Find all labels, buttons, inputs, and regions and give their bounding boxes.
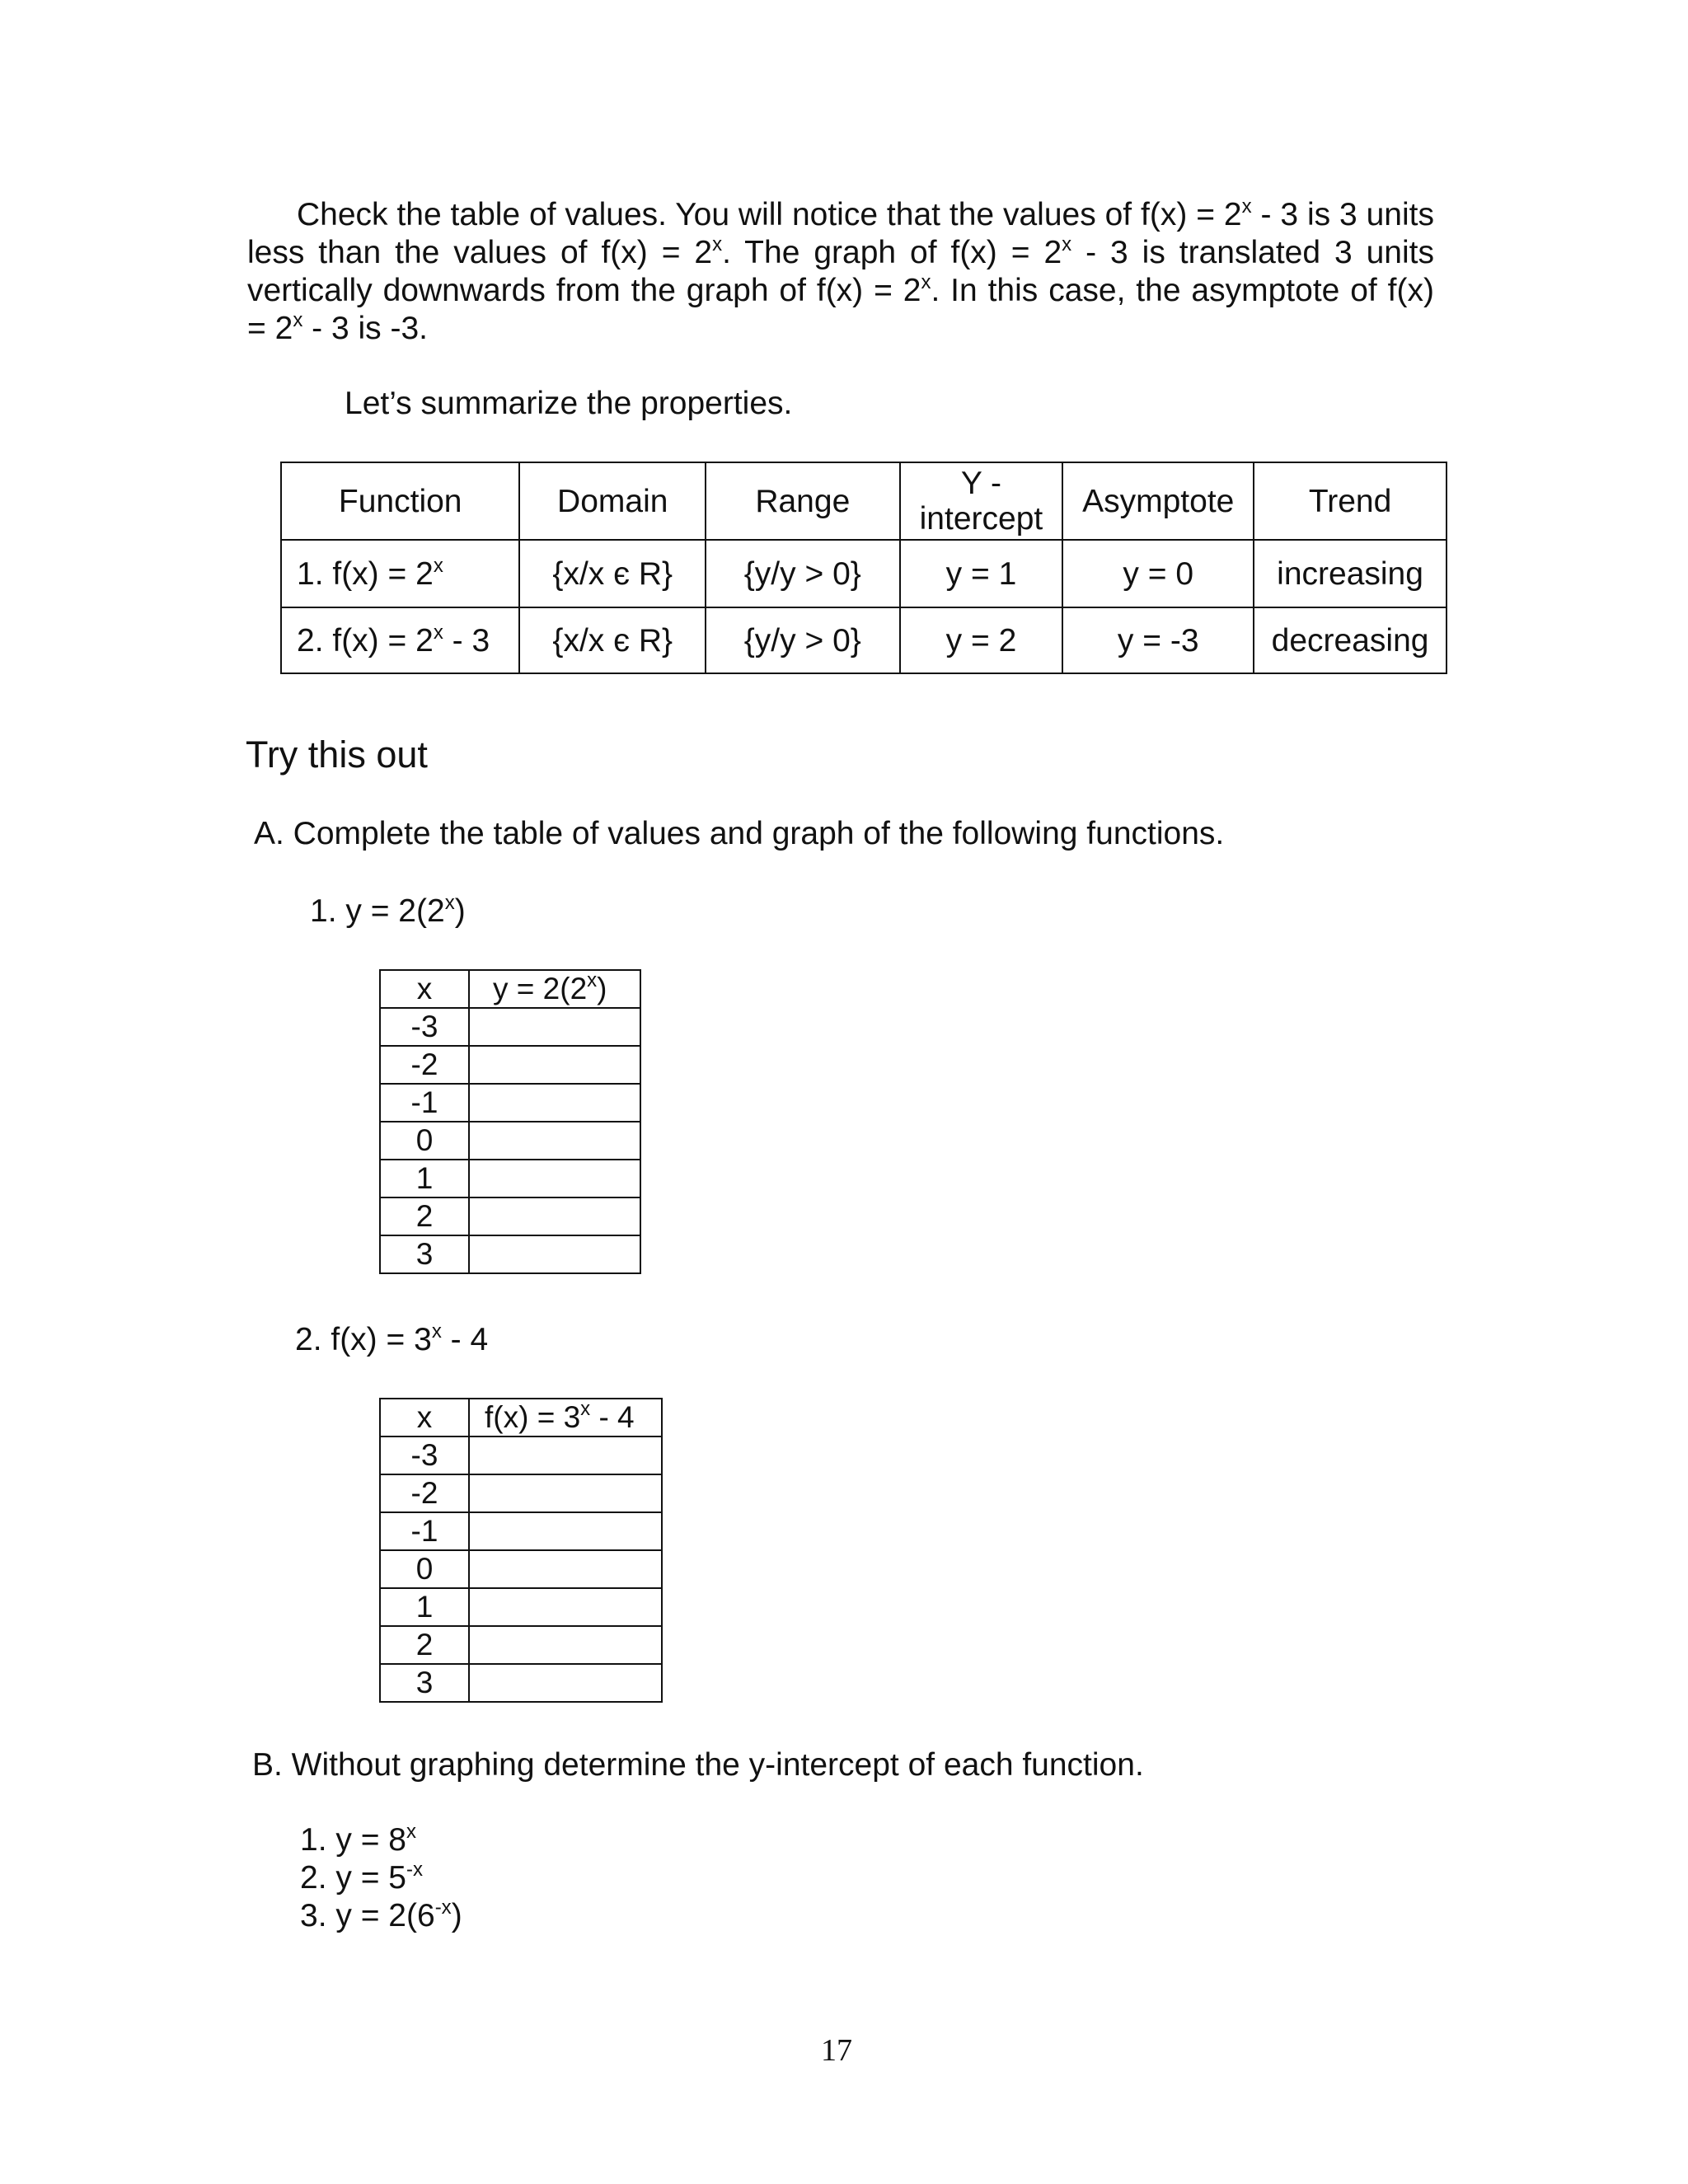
exponent: -x (434, 1896, 452, 1919)
part-b-list (300, 1821, 462, 1935)
row-asymptote: y = -3 (1062, 607, 1254, 673)
answer-cell[interactable] (469, 1588, 662, 1626)
row-range: {y/y > 0} (706, 607, 900, 673)
item2-label-tail: - 4 (441, 1322, 489, 1357)
section-title: Try this out (246, 733, 428, 776)
row-domain: {x/x є R} (519, 607, 706, 673)
list-item-text: 1. y = 8 (300, 1822, 406, 1858)
value-table-1 (379, 969, 641, 1274)
header-domain: Domain (519, 462, 706, 540)
x-value: -2 (380, 1474, 469, 1512)
table-row (380, 1474, 662, 1512)
part-a-instruction: A. Complete the table of values and graph of the following functions. (254, 816, 1225, 851)
answer-cell[interactable] (469, 1512, 662, 1550)
exponent: x (444, 892, 455, 914)
row-domain: {x/x є R} (519, 540, 706, 607)
item1-label-tail: ) (454, 893, 466, 929)
header-y-tail: ) (597, 972, 607, 1005)
answer-cell[interactable] (469, 1008, 640, 1046)
x-value: -2 (380, 1046, 469, 1084)
summary-intro: Let’s summarize the properties. (345, 386, 793, 421)
answer-cell[interactable] (469, 1122, 640, 1160)
value-table-2 (379, 1398, 663, 1703)
table-row (380, 1550, 662, 1588)
header-function: Function (281, 462, 519, 540)
item1-label-text: 1. y = 2(2 (310, 893, 445, 929)
x-value: -1 (380, 1512, 469, 1550)
header-range: Range (706, 462, 900, 540)
item2-label (295, 1322, 488, 1358)
function-text: 1. f(x) = 2 (297, 555, 434, 592)
table-row (281, 540, 1447, 607)
x-value: 2 (380, 1626, 469, 1664)
row-y-intercept: y = 1 (900, 540, 1063, 607)
header-y (469, 1399, 662, 1436)
answer-cell[interactable] (469, 1160, 640, 1197)
answer-cell[interactable] (469, 1550, 662, 1588)
header-y-intercept (900, 462, 1063, 540)
row-range: {y/y > 0} (706, 540, 900, 607)
table-row (281, 607, 1447, 673)
exponent: x (433, 554, 443, 577)
list-item-text: 2. y = 5 (300, 1860, 406, 1896)
table-row (380, 1626, 662, 1664)
header-y-text: y = 2(2 (493, 972, 588, 1005)
x-value: 2 (380, 1197, 469, 1235)
properties-table (280, 462, 1447, 674)
value-table-header (380, 1399, 662, 1436)
answer-cell[interactable] (469, 1197, 640, 1235)
answer-cell[interactable] (469, 1474, 662, 1512)
item2-label-text: 2. f(x) = 3 (295, 1322, 432, 1357)
answer-cell[interactable] (469, 1626, 662, 1664)
list-item (300, 1821, 462, 1859)
part-b-instruction: B. Without graphing determine the y-intercept of each function. (252, 1747, 1144, 1783)
exponent: x (293, 309, 303, 331)
table-header-row (281, 462, 1447, 540)
list-item-text: 3. y = 2(6 (300, 1898, 435, 1933)
x-value: 3 (380, 1664, 469, 1702)
x-value: 1 (380, 1160, 469, 1197)
row-function (281, 607, 519, 673)
header-y-text: f(x) = 3 (485, 1400, 581, 1434)
header-x: x (380, 970, 469, 1008)
exponent: x (433, 621, 443, 644)
function-text-tail: - 3 (443, 622, 490, 658)
header-y (469, 970, 640, 1008)
row-y-intercept: y = 2 (900, 607, 1063, 673)
exponent: x (580, 1398, 591, 1420)
row-function (281, 540, 519, 607)
exponent: x (406, 1821, 416, 1843)
value-table-header (380, 970, 640, 1008)
x-value: -1 (380, 1084, 469, 1122)
x-value: -3 (380, 1436, 469, 1474)
table-row (380, 1046, 640, 1084)
list-item (300, 1859, 462, 1897)
function-text: 2. f(x) = 2 (297, 622, 434, 658)
table-row (380, 1436, 662, 1474)
table-row (380, 1197, 640, 1235)
exponent: -x (406, 1858, 423, 1881)
exponent: x (921, 271, 931, 293)
intro-text-3: . The graph of f(x) = 2 (722, 235, 1062, 270)
row-trend: increasing (1254, 540, 1447, 607)
answer-cell[interactable] (469, 1046, 640, 1084)
table-row (380, 1588, 662, 1626)
table-row (380, 1512, 662, 1550)
intro-text-1: Check the table of values. You will notice that the values of f(x) = 2 (297, 197, 1242, 232)
list-item-tail: ) (451, 1898, 462, 1933)
list-item (300, 1897, 462, 1935)
header-y-intercept-line1: Y - (960, 466, 1002, 501)
exponent: x (1241, 195, 1252, 218)
answer-cell[interactable] (469, 1235, 640, 1273)
answer-cell[interactable] (469, 1084, 640, 1122)
answer-cell[interactable] (469, 1664, 662, 1702)
intro-text-4: - 3 is translated 3 units vertically downwards from the graph of f(x) = 2 (247, 235, 1434, 308)
intro-text-6: - 3 is -3. (302, 311, 429, 346)
x-value: 1 (380, 1588, 469, 1626)
header-trend: Trend (1254, 462, 1447, 540)
header-y-intercept-line2: intercept (919, 501, 1043, 537)
header-x: x (380, 1399, 469, 1436)
x-value: -3 (380, 1008, 469, 1046)
row-trend: decreasing (1254, 607, 1447, 673)
row-asymptote: y = 0 (1062, 540, 1254, 607)
table-row (380, 1008, 640, 1046)
exponent: x (431, 1320, 442, 1343)
table-row (380, 1084, 640, 1122)
intro-text-5: . In this case, the asymptote of f(x) = 2 (247, 273, 1434, 346)
table-row (380, 1235, 640, 1273)
answer-cell[interactable] (469, 1436, 662, 1474)
exponent: x (712, 233, 723, 255)
exponent: x (1062, 233, 1072, 255)
table-row (380, 1664, 662, 1702)
x-value: 0 (380, 1550, 469, 1588)
header-asymptote: Asymptote (1062, 462, 1254, 540)
table-row (380, 1122, 640, 1160)
table-row (380, 1160, 640, 1197)
intro-paragraph (247, 196, 1434, 348)
x-value: 3 (380, 1235, 469, 1273)
exponent: x (587, 969, 598, 991)
header-y-tail: - 4 (590, 1400, 635, 1434)
page-number: 17 (821, 2033, 852, 2068)
x-value: 0 (380, 1122, 469, 1160)
intro-text-2: - 3 is 3 units less than the values of f(x) = 2 (247, 197, 1434, 270)
item1-label (310, 893, 466, 930)
